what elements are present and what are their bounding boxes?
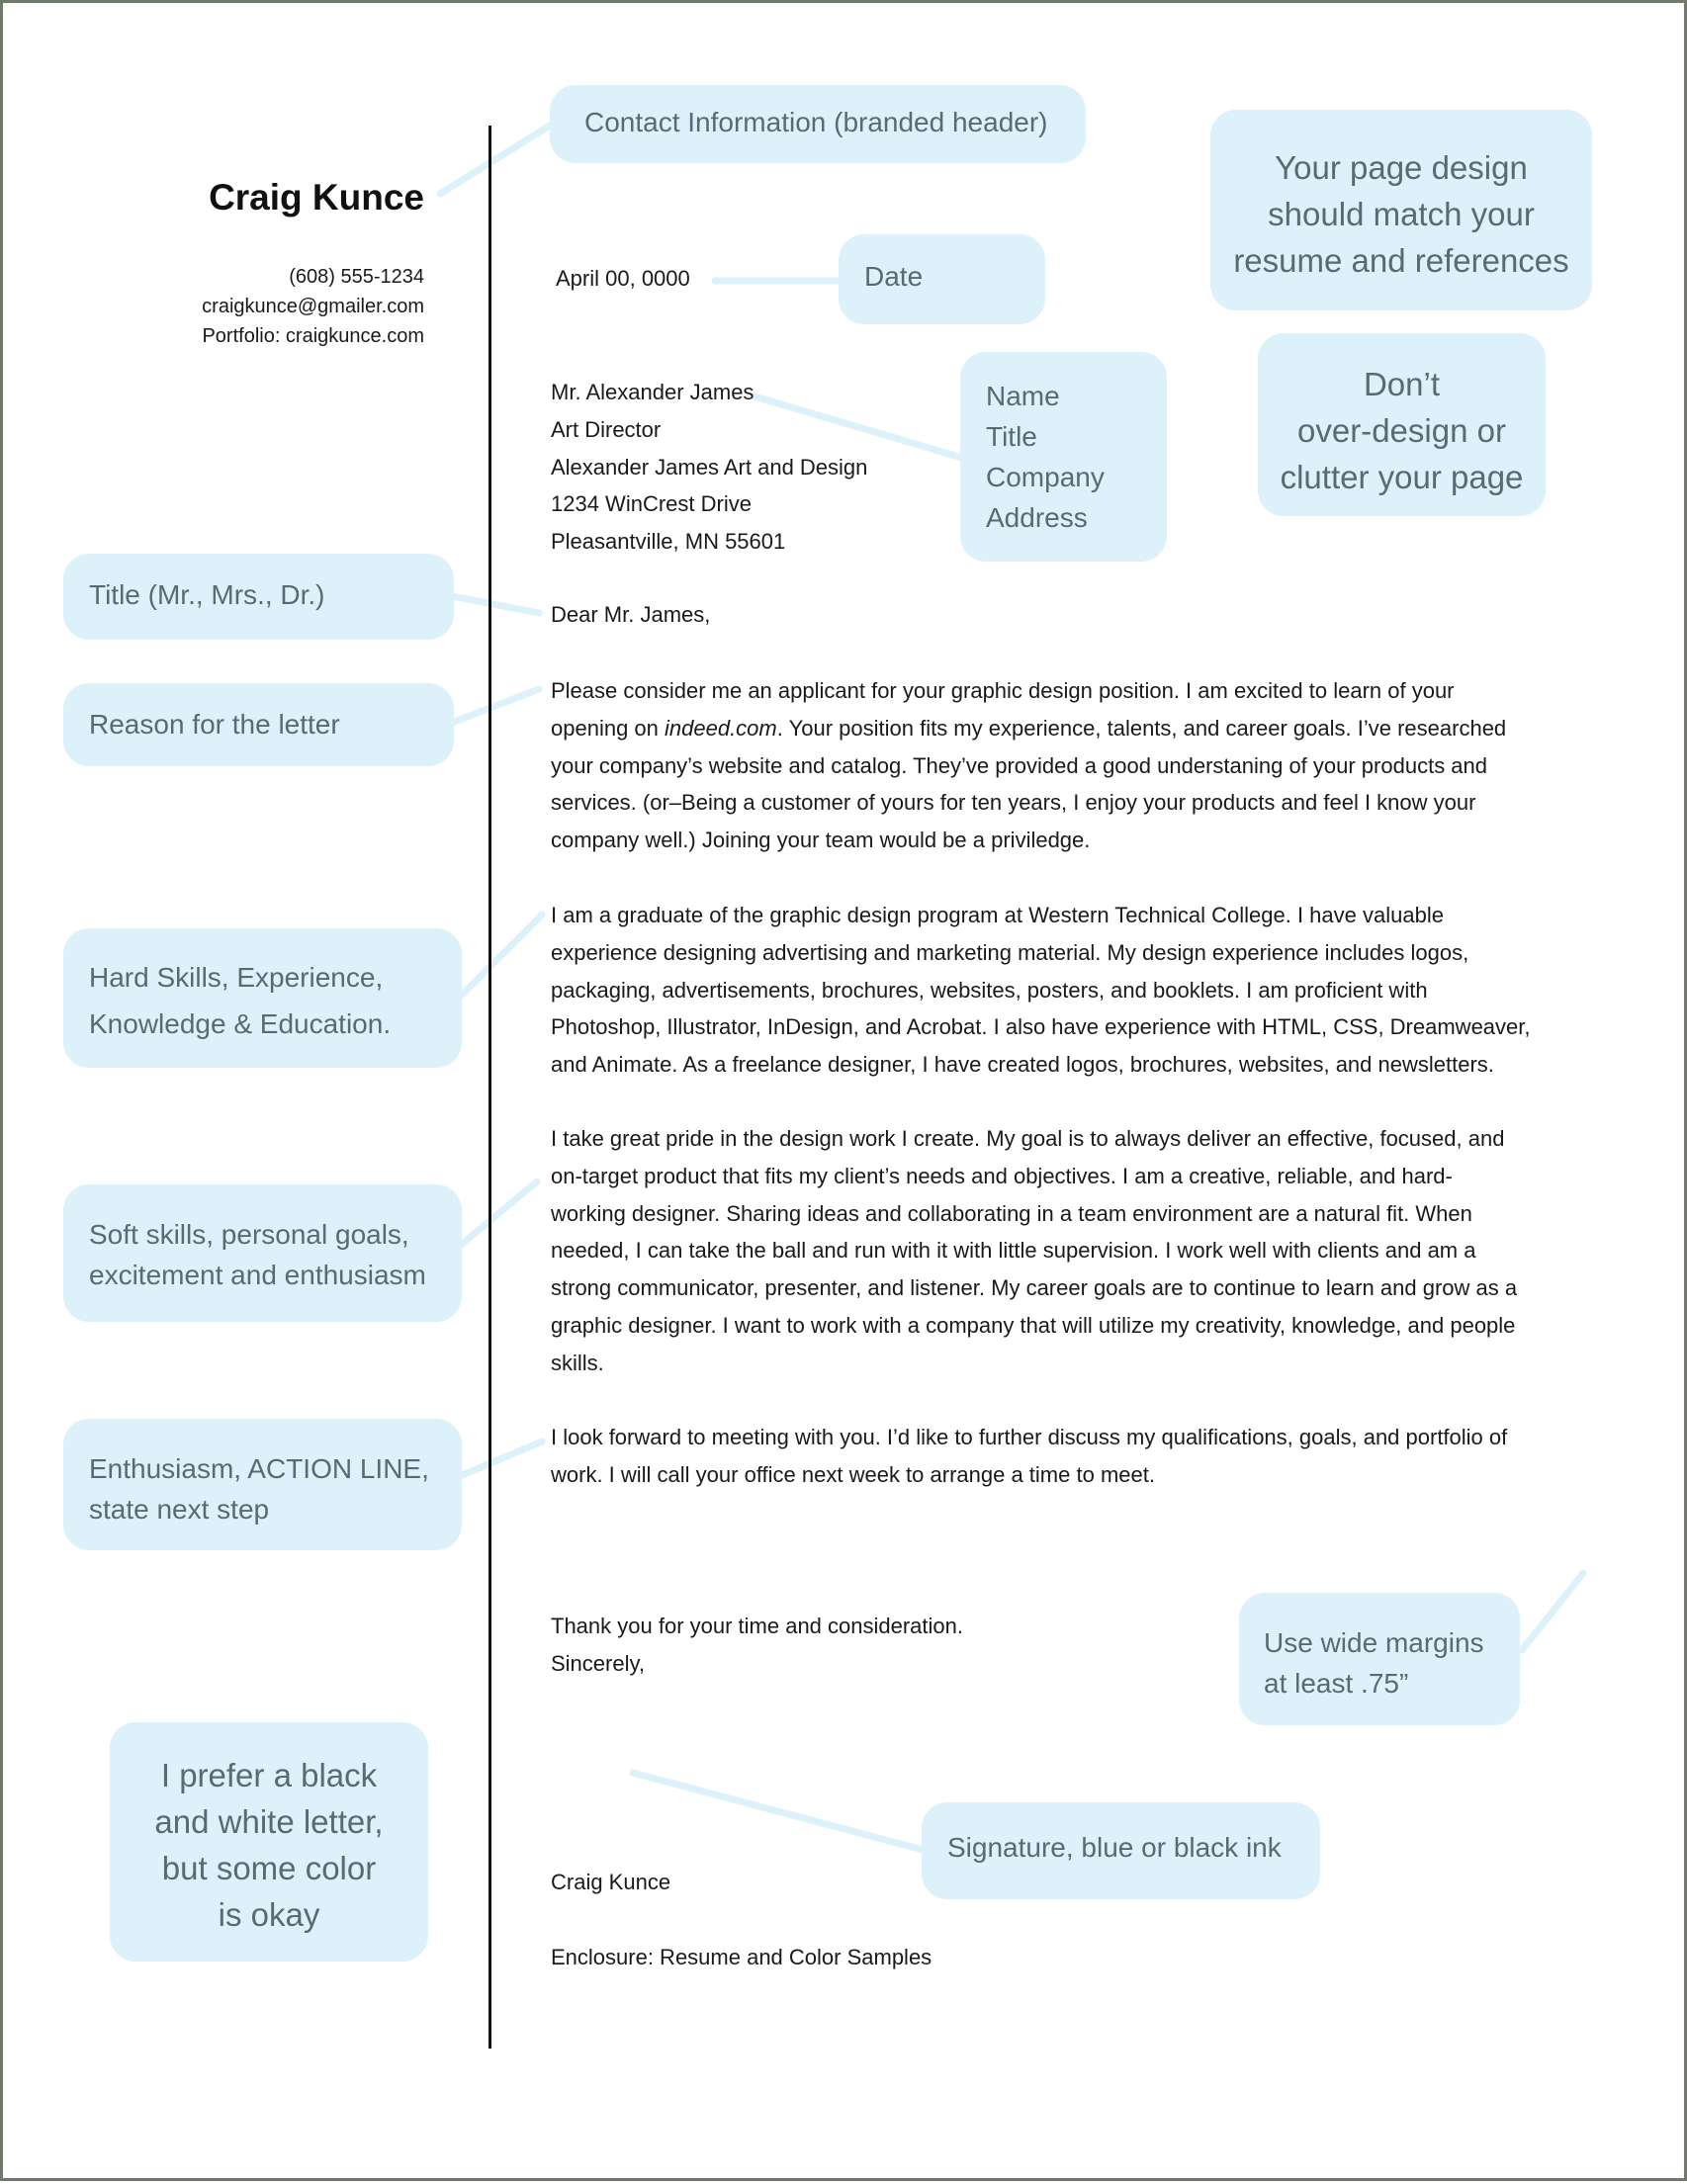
closing-sincerely: Sincerely, (551, 1650, 645, 1676)
callout-title: Title (Mr., Mrs., Dr.) (63, 554, 454, 640)
paragraph-line: services. (or–Being a customer of yours for ten years, I enjoy your products and feel I know your (551, 790, 1476, 816)
callout-hard-skills: Hard Skills, Experience, Knowledge & Education. (63, 928, 462, 1068)
paragraph-1 (551, 672, 1530, 859)
closing-block (551, 1608, 963, 1683)
paragraph-line: strong communicator, presenter, and listener. My career goals are to continue to learn and grow as a (551, 1275, 1518, 1301)
paragraph-line: packaging, advertisements, brochures, websites, posters, and booklets. I am proficient with (551, 977, 1428, 1003)
callout-soft-skills: Soft skills, personal goals, excitement and enthusiasm (63, 1184, 462, 1322)
connector-hard-skills (460, 915, 542, 997)
callout-color: I prefer a black and white letter, but some color is okay (110, 1722, 428, 1962)
connector-contact (440, 126, 550, 194)
paragraph-3 (551, 1120, 1530, 1382)
paragraph-4 (551, 1419, 1530, 1494)
connector-soft-skills (460, 1181, 537, 1246)
paragraph-line: I look forward to meeting with you. I’d like to further discuss my qualifications, goals, and portfolio of (551, 1425, 1508, 1449)
sender-email[interactable]: craigkunce@gmailer.com (202, 296, 424, 317)
paragraph-line: needed, I can take the ball and run with it with little supervision. I work well with clients and am a (551, 1238, 1476, 1264)
sender-name: Craig Kunce (209, 177, 424, 218)
recipient-company: Alexander James Art and Design (551, 454, 868, 480)
callout-page-design: Your page design should match your resume and references (1210, 110, 1592, 310)
vertical-rule (488, 126, 491, 2049)
recipient-address (551, 374, 867, 561)
recipient-city: Pleasantville, MN 55601 (551, 529, 786, 555)
paragraph-line: I am a graduate of the graphic design program at Western Technical College. I have valuable (551, 903, 1444, 927)
callout-dont-overdesign: Don’t over-design or clutter your page (1258, 333, 1546, 516)
callout-date: Date (839, 234, 1045, 324)
paragraph-line: Please consider me an applicant for your graphic design position. I am excited to learn of your (551, 678, 1455, 703)
sender-portfolio[interactable]: Portfolio: craigkunce.com (202, 325, 424, 347)
closing-thanks: Thank you for your time and consideration. (551, 1614, 964, 1638)
sender-phone: (608) 555-1234 (289, 266, 424, 288)
callout-signature: Signature, blue or black ink (922, 1802, 1320, 1899)
salutation: Dear Mr. James, (551, 602, 711, 627)
paragraph-line: I take great pride in the design work I create. My goal is to always deliver an effective, focused, and (551, 1126, 1505, 1151)
letter-date: April 00, 0000 (556, 266, 690, 291)
connector-title (452, 596, 539, 613)
paragraph-line: opening on indeed.com. Your position fits my experience, talents, and career goals. I’ve researched (551, 715, 1507, 741)
paragraph-line: and Animate. As a freelance designer, I have created logos, brochures, websites, and newsletters. (551, 1052, 1494, 1078)
signature-name: Craig Kunce (551, 1870, 671, 1894)
callout-action-line: Enthusiasm, ACTION LINE, state next step (63, 1419, 462, 1550)
paragraph-line: graphic designer. I want to work with a company that will utilize my creativity, knowledge, and people (551, 1312, 1516, 1338)
callout-name-block: Name Title Company Address (960, 352, 1167, 562)
callout-contact-information: Contact Information (branded header) (550, 85, 1086, 163)
callout-wide-margins: Use wide margins at least .75” (1239, 1593, 1520, 1725)
connector-margins (1522, 1573, 1583, 1650)
paragraph-line: Photoshop, Illustrator, InDesign, and Acrobat. I also have experience with HTML, CSS, Dreamweaver, (551, 1014, 1531, 1040)
enclosure-line: Enclosure: Resume and Color Samples (551, 1945, 932, 1969)
recipient-street: 1234 WinCrest Drive (551, 491, 752, 517)
callout-reason: Reason for the letter (63, 683, 454, 766)
paragraph-line: on-target product that fits my client’s needs and objectives. I am a creative, reliable, and hard- (551, 1163, 1453, 1188)
sender-contact (202, 262, 424, 351)
paragraph-line: company well.) Joining your team would be a priviledge. (551, 828, 1091, 853)
connector-action-line (460, 1441, 542, 1476)
recipient-name: Mr. Alexander James (551, 380, 755, 404)
paragraph-line: experience designing advertising and marketing material. My design experience includes logos, (551, 939, 1469, 965)
indeed-link: indeed.com (665, 715, 777, 741)
recipient-title: Art Director (551, 416, 662, 442)
paragraph-2 (551, 897, 1530, 1084)
connector-reason (452, 689, 539, 723)
paragraph-line: skills. (551, 1350, 604, 1375)
paragraph-line: your company’s website and catalog. They’ve provided a good understaning of your products and (551, 752, 1488, 778)
paragraph-line: working designer. Sharing ideas and collaborating in a team environment are a natural fit. When (551, 1200, 1472, 1226)
connector-signature (633, 1773, 923, 1850)
paragraph-line: work. I will call your office next week to arrange a time to meet. (551, 1461, 1155, 1487)
